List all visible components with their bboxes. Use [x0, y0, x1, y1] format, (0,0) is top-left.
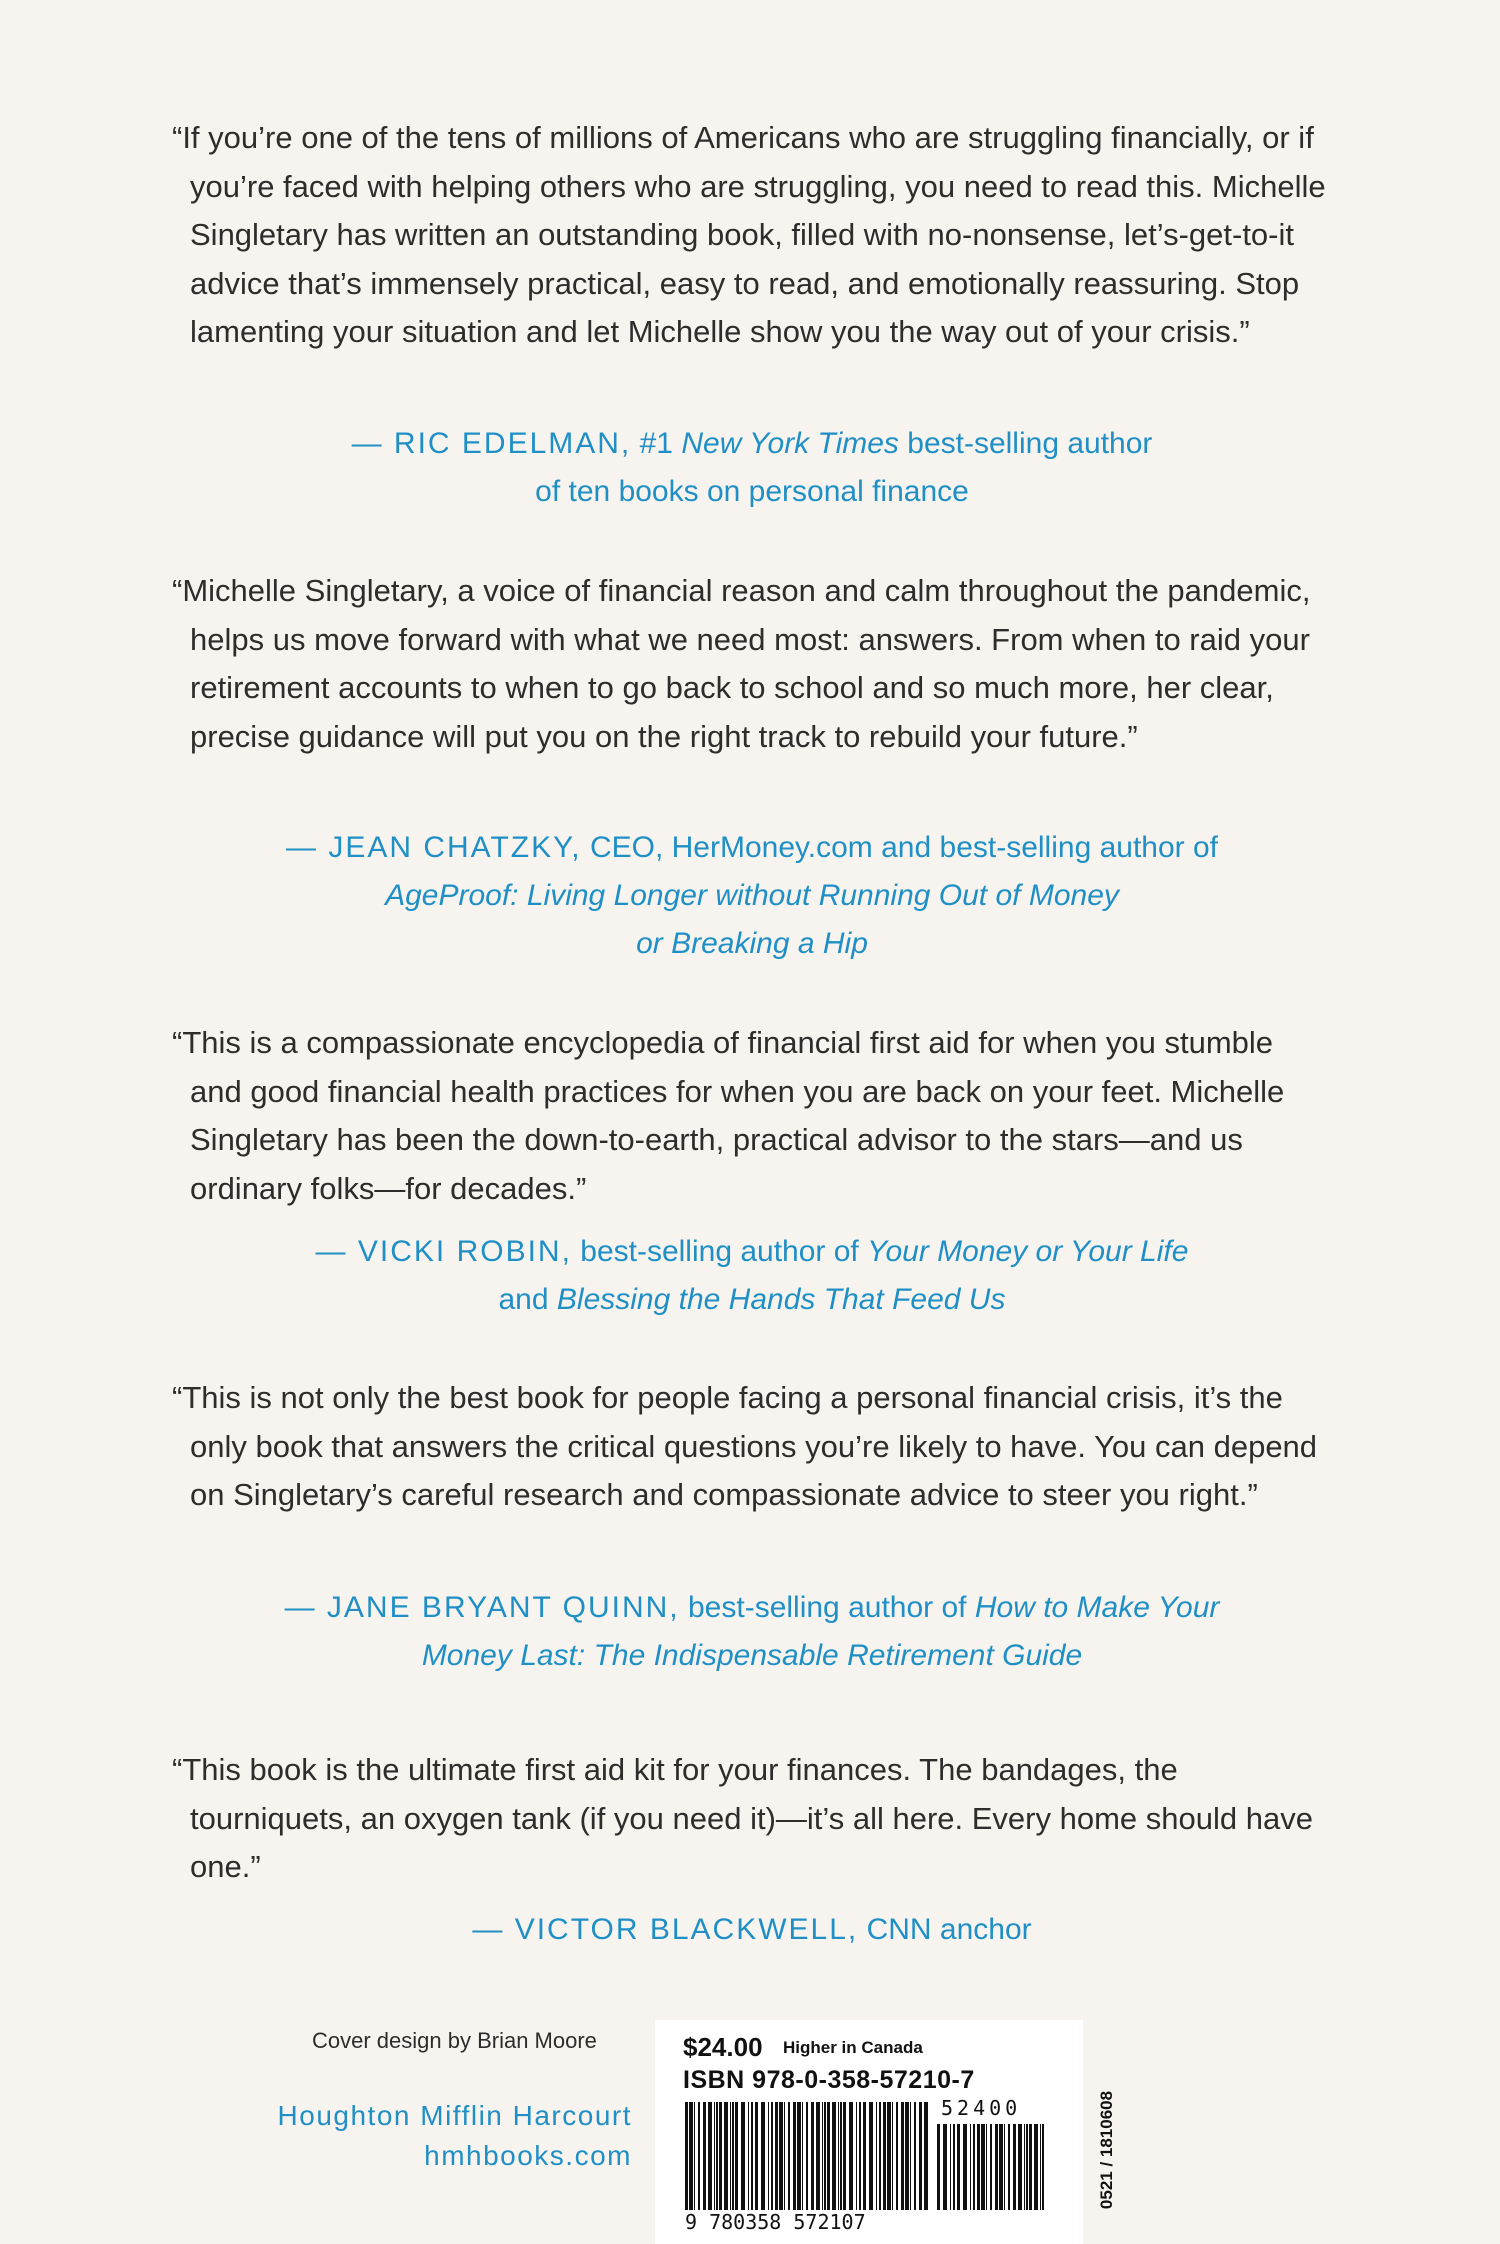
price-note: Higher in Canada — [783, 2038, 923, 2057]
attr-text: CNN anchor — [866, 1913, 1032, 1946]
blurb-attribution-3 — [172, 1228, 1332, 1324]
publisher-website: hmhbooks.com — [424, 2140, 632, 2171]
attr-name: — RIC EDELMAN, — [351, 427, 632, 460]
attr-italic: Your Money or Your Life — [867, 1235, 1189, 1268]
attr-italic: How to Make Your — [974, 1591, 1220, 1624]
side-code-text: 0521 / 1810608 — [1097, 2090, 1116, 2210]
attr-text: and — [498, 1283, 549, 1316]
attr-text: best-selling author of — [688, 1591, 967, 1624]
attr-text: best-selling author of — [580, 1235, 859, 1268]
blurb-quote-3: “This is a compassionate encyclopedia of financial first aid for when you stumble and good financial health practices for when you are back on your feet. Michelle Singletary has been the down-to-earth, practical advisor to the stars—and us ordinary folks—for decades.” — [172, 1025, 1285, 1206]
isbn-digits: 9 780358 572107 — [685, 2210, 866, 2234]
isbn-barcode-icon — [685, 2102, 933, 2210]
publisher-name: Houghton Mifflin Harcourt — [277, 2100, 632, 2131]
addon-barcode-icon — [937, 2124, 1047, 2210]
blurb-quote-4: “This is not only the best book for people facing a personal financial crisis, it’s the only book that answers the critical questions you’re likely to have. You can depend on Singletary’s careful research and compassionate advice to steer you right.” — [172, 1380, 1318, 1512]
attr-text: #1 — [639, 427, 673, 460]
blurb-attribution-4 — [172, 1584, 1332, 1680]
attr-name: — JEAN CHATZKY, — [285, 831, 582, 864]
blurb-quote-5: “This book is the ultimate first aid kit for your finances. The bandages, the tourniquets, an oxygen tank (if you need it)—it’s all here. Every home should have one.” — [172, 1752, 1313, 1884]
attr-italic: Money Last: The Indispensable Retirement Guide — [421, 1639, 1083, 1672]
attr-text: best-selling author — [907, 427, 1153, 460]
attr-name: — JANE BRYANT QUINN, — [284, 1591, 680, 1624]
blurb-quote-1: “If you’re one of the tens of millions of Americans who are struggling financially, or if you’re faced with helping others who are struggling, you need to read this. Michelle Singletary has written an outstanding book, filled with no-nonsense, let’s-get-to-it advice that’s immensely practical, easy to read, and emotionally reassuring. Stop lamenting your situation and let Michelle show you the way out of your crisis.” — [172, 120, 1326, 349]
attr-text: of ten books on personal finance — [535, 475, 969, 508]
blurb-quote-2: “Michelle Singletary, a voice of financial reason and calm throughout the pandemic, helps us move forward with what we need most: answers. From when to raid your retirement accounts to when to go back to school and so much more, her clear, precise guidance will put you on the right track to rebuild your future.” — [172, 573, 1311, 754]
blurb-attribution-2 — [172, 824, 1332, 968]
attr-italic: AgeProof: Living Longer without Running Out of Money — [385, 879, 1119, 912]
side-code — [1092, 2060, 1122, 2240]
barcode-panel — [655, 2020, 1083, 2244]
attr-italic: or Breaking a Hip — [636, 927, 868, 960]
attr-name: — VICTOR BLACKWELL, — [472, 1913, 859, 1946]
blurb-attribution-5 — [172, 1906, 1332, 1954]
blurb-attribution-1 — [172, 420, 1332, 516]
addon-digits: 52400 — [941, 2096, 1022, 2120]
attr-name: — VICKI ROBIN, — [315, 1235, 572, 1268]
cover-design-credit: Cover design by Brian Moore — [312, 2028, 597, 2053]
attr-italic: New York Times — [681, 427, 899, 460]
attr-text: CEO, HerMoney.com and best-selling author of — [589, 831, 1219, 864]
isbn: ISBN 978-0-358-57210-7 — [683, 2066, 975, 2094]
attr-italic: Blessing the Hands That Feed Us — [556, 1283, 1006, 1316]
price: $24.00 — [683, 2032, 763, 2062]
